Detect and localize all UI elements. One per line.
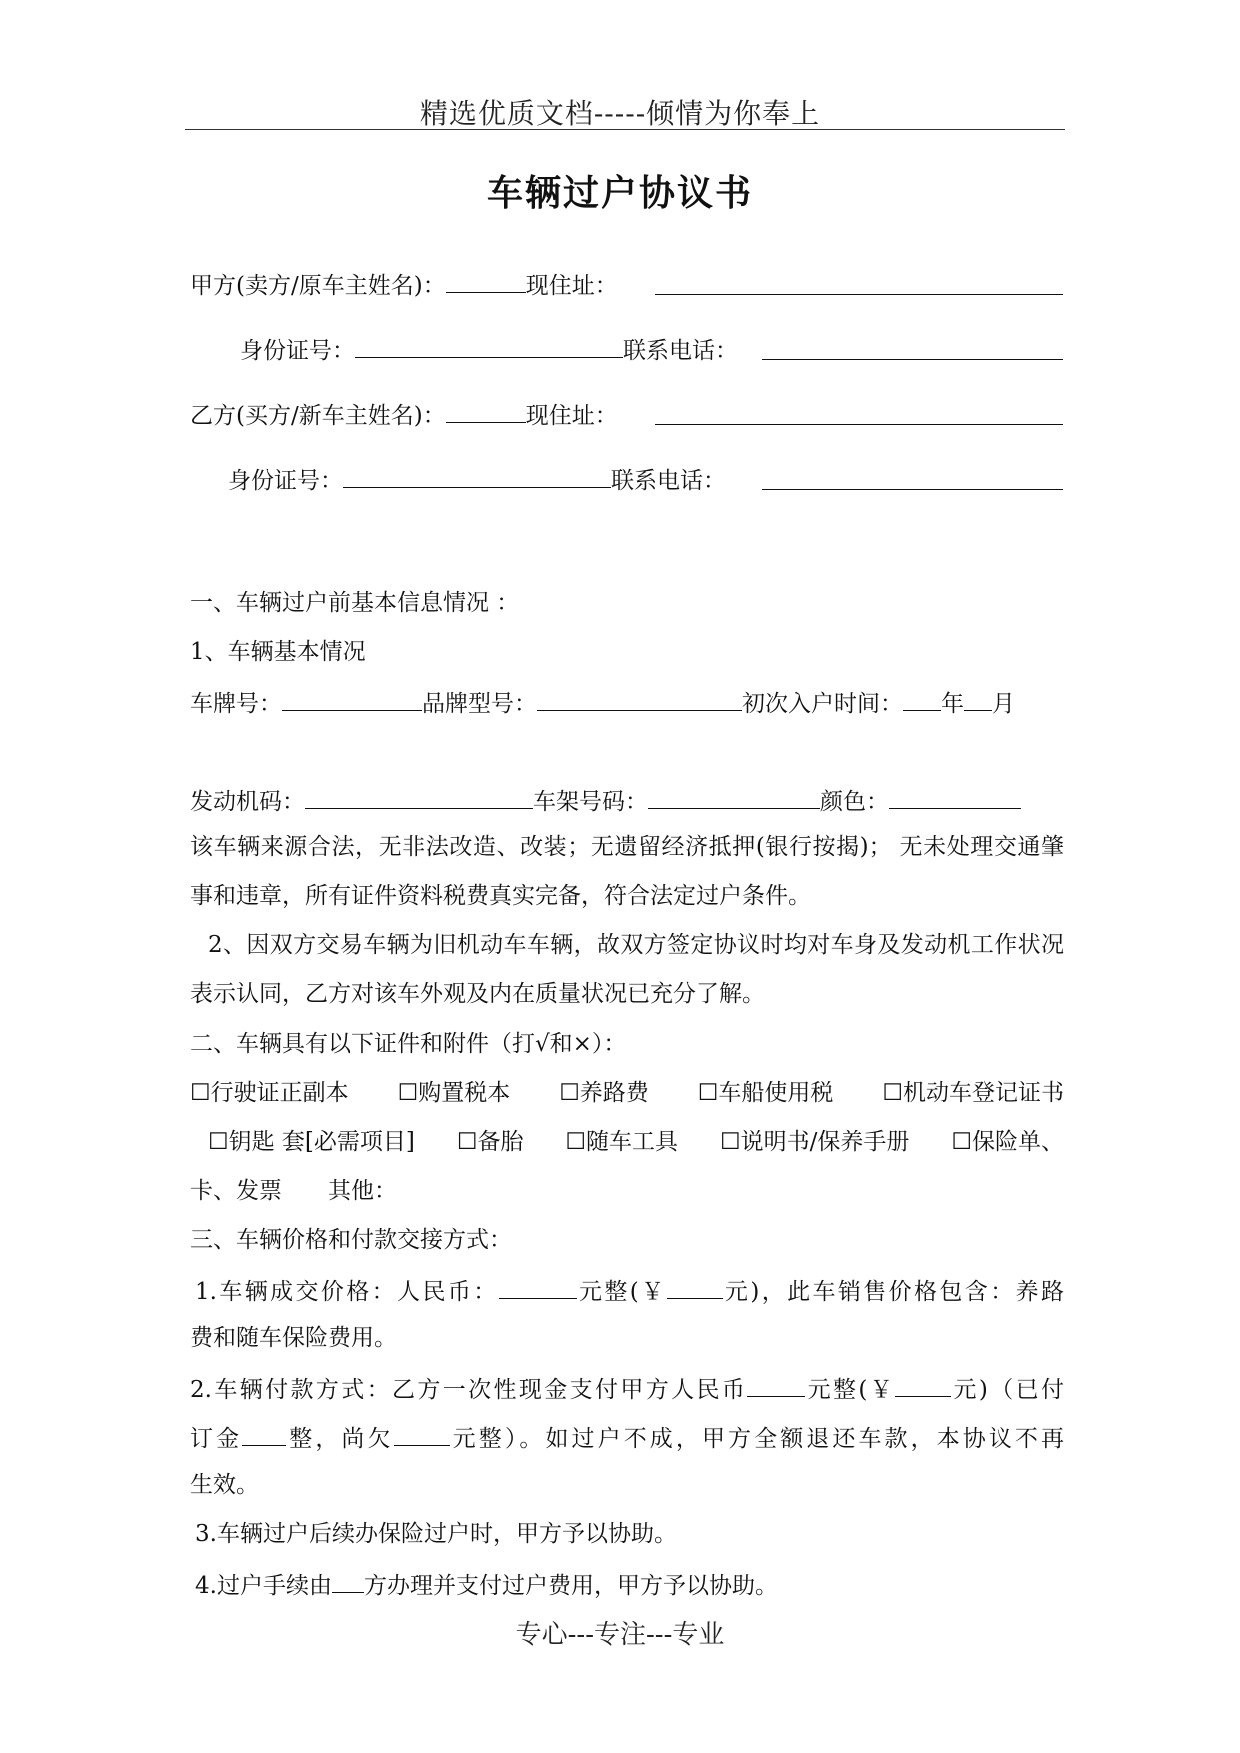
checkbox-item[interactable]: ☐购置税本 <box>397 1080 511 1106</box>
party-b-phone-blank[interactable] <box>762 465 1063 490</box>
attachment-row-2 <box>208 1127 1064 1157</box>
payment-line-2 <box>190 1421 1064 1454</box>
deposit-label: 订金 <box>190 1426 243 1452</box>
price-label: 1.车辆成交价格：人民币： <box>195 1279 499 1305</box>
refund-text: 元整）。如过户不成，甲方全额退还车款，本协议不再 <box>449 1426 1065 1452</box>
transfer-text: 方办理并支付过户费用，甲方予以协助。 <box>363 1573 778 1599</box>
brand-label: 品牌型号： <box>422 691 537 717</box>
price-includes-text: 元)，此车销售价格包含：养路 <box>722 1279 1064 1305</box>
checkbox-item[interactable]: ☐备胎 <box>456 1129 524 1155</box>
section1-sub1: 1、车辆基本情况 <box>190 639 366 665</box>
plate-blank[interactable] <box>282 686 422 711</box>
month-blank[interactable] <box>964 686 992 711</box>
section1-point2: 2、因双方交易车辆为旧机动车车辆，故双方签定协议时均对车身及发动机工作状况表示认同，乙方对该车外观及内在质量状况已充分了解。 <box>190 932 1064 1007</box>
party-b-address-label: 现住址： <box>525 403 618 429</box>
checkbox-item[interactable]: ☐机动车登记证书 <box>882 1080 1064 1106</box>
party-b-address-blank[interactable] <box>655 400 1063 425</box>
header-rule <box>185 129 1065 130</box>
payment-unit-text: 元整(￥ <box>805 1377 896 1403</box>
brand-blank[interactable] <box>537 686 742 711</box>
party-a-name-row <box>190 268 618 301</box>
owed-blank[interactable] <box>394 1421 450 1446</box>
frame-blank[interactable] <box>648 784 820 809</box>
first-reg-label: 初次入户时间： <box>742 691 903 717</box>
engine-blank[interactable] <box>305 784 533 809</box>
payment-rmb-blank[interactable] <box>747 1372 805 1397</box>
attachment-continued: 卡、发票 <box>190 1178 282 1204</box>
party-b-id-row <box>228 463 726 496</box>
section1-heading: 一、车辆过户前基本信息情况 ： <box>190 590 520 616</box>
color-label: 颜色： <box>820 789 889 815</box>
checkbox-item[interactable]: ☐钥匙 套[必需项目] <box>208 1129 415 1155</box>
payment-line-3: 生效。 <box>190 1472 259 1498</box>
party-a-phone-blank[interactable] <box>762 335 1063 360</box>
party-a-id-label: 身份证号： <box>240 338 355 364</box>
checkbox-item[interactable]: ☐随车工具 <box>565 1129 679 1155</box>
party-a-id-row <box>240 333 738 366</box>
party-a-name-label: 甲方(卖方/原车主姓名)： <box>190 273 446 299</box>
transfer-clause <box>195 1568 778 1601</box>
party-a-address-blank[interactable] <box>655 270 1063 295</box>
checkbox-item[interactable]: ☐行驶证正副本 <box>190 1080 349 1106</box>
transfer-party-blank[interactable] <box>332 1568 364 1593</box>
party-b-phone-label: 联系电话： <box>611 468 726 494</box>
party-b-id-blank[interactable] <box>343 463 611 488</box>
party-a-address-label: 现住址： <box>525 273 618 299</box>
checkbox-item[interactable]: ☐养路费 <box>559 1080 649 1106</box>
price-line-1 <box>195 1274 1064 1307</box>
vehicle-info-row-1 <box>190 686 1064 719</box>
frame-label: 车架号码： <box>533 789 648 815</box>
checkbox-item[interactable]: ☐车船使用税 <box>697 1080 834 1106</box>
payment-label: 2.车辆付款方式：乙方一次性现金支付甲方人民币 <box>190 1377 748 1403</box>
deposit-blank[interactable] <box>242 1421 286 1446</box>
checkbox-item[interactable]: ☐说明书/保养手册 <box>720 1129 910 1155</box>
other-label: 其他： <box>328 1178 397 1204</box>
payment-line-1 <box>190 1372 1064 1405</box>
page-header: 精选优质文档-----倾情为你奉上 <box>419 97 821 130</box>
section2-heading: 二、车辆具有以下证件和附件（打√和×）： <box>190 1031 627 1057</box>
party-b-name-row <box>190 398 618 431</box>
insurance-clause: 3.车辆过户后续办保险过户时，甲方予以协助。 <box>195 1521 677 1547</box>
party-a-phone-label: 联系电话： <box>623 338 738 364</box>
price-yen-blank[interactable] <box>667 1274 723 1299</box>
section3-heading: 三、车辆价格和付款交接方式： <box>190 1227 512 1253</box>
legal-statement: 该车辆来源合法，无非法改造、改装；无遗留经济抵押(银行按揭)； 无未处理交通肇事和违章，所有证件资料税费真实完备，符合法定过户条件。 <box>190 834 1064 909</box>
party-b-name-label: 乙方(买方/新车主姓名)： <box>190 403 446 429</box>
payment-paid-text: 元)（已付 <box>951 1377 1064 1403</box>
payment-yen-blank[interactable] <box>895 1372 951 1397</box>
price-rmb-blank[interactable] <box>499 1274 577 1299</box>
checkbox-item[interactable]: ☐保险单、 <box>951 1129 1064 1155</box>
attachment-row-1 <box>190 1078 1064 1108</box>
attachment-row-3 <box>190 1176 397 1206</box>
plate-label: 车牌号： <box>190 691 282 717</box>
party-b-name-blank[interactable] <box>446 398 526 423</box>
party-b-id-label: 身份证号： <box>228 468 343 494</box>
price-line-2: 费和随车保险费用。 <box>190 1325 397 1351</box>
month-label: 月 <box>992 691 1015 717</box>
party-a-id-blank[interactable] <box>355 333 623 358</box>
price-unit-text: 元整(￥ <box>576 1279 667 1305</box>
document-title: 车辆过户协议书 <box>486 172 753 214</box>
year-label: 年 <box>941 691 964 717</box>
color-blank[interactable] <box>889 784 1021 809</box>
transfer-label: 4.过户手续由 <box>195 1573 332 1599</box>
vehicle-info-row-2 <box>190 784 1064 817</box>
owed-label: 整，尚欠 <box>286 1426 394 1452</box>
page-footer: 专心---专注---专业 <box>515 1620 725 1650</box>
engine-label: 发动机码： <box>190 789 305 815</box>
party-a-name-blank[interactable] <box>446 268 526 293</box>
year-blank[interactable] <box>903 686 941 711</box>
